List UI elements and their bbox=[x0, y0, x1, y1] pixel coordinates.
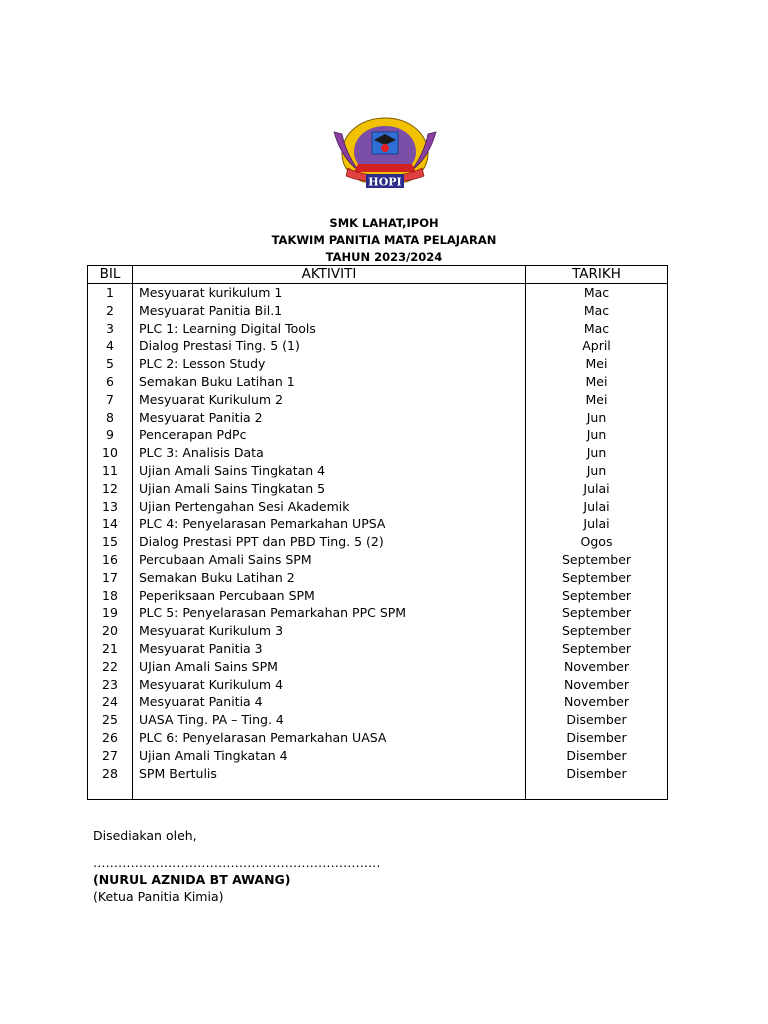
table-row bbox=[88, 515, 668, 533]
row-aktiviti: UASA Ting. PA – Ting. 4 bbox=[133, 711, 526, 729]
school-logo bbox=[328, 112, 442, 190]
table-row bbox=[88, 604, 668, 622]
row-aktiviti: Mesyuarat Panitia 3 bbox=[133, 640, 526, 658]
row-tarikh: September bbox=[526, 640, 668, 658]
table-row bbox=[88, 302, 668, 320]
row-tarikh: Jun bbox=[526, 462, 668, 480]
row-bil: 12 bbox=[88, 480, 133, 498]
prepared-by-label: Disediakan oleh, bbox=[93, 828, 197, 843]
row-bil: 6 bbox=[88, 373, 133, 391]
row-bil: 17 bbox=[88, 569, 133, 587]
row-tarikh: Mac bbox=[526, 302, 668, 320]
document-title: TAKWIM PANITIA MATA PELAJARAN bbox=[271, 233, 497, 247]
row-tarikh: September bbox=[526, 569, 668, 587]
row-tarikh: September bbox=[526, 587, 668, 605]
row-tarikh: Disember bbox=[526, 729, 668, 747]
row-bil: 28 bbox=[88, 765, 133, 783]
logo-text: HOPI bbox=[368, 175, 402, 189]
row-aktiviti: Mesyuarat Panitia Bil.1 bbox=[133, 302, 526, 320]
row-bil: 9 bbox=[88, 426, 133, 444]
table-row bbox=[88, 355, 668, 373]
row-tarikh: Jun bbox=[526, 426, 668, 444]
row-bil: 11 bbox=[88, 462, 133, 480]
row-tarikh: September bbox=[526, 622, 668, 640]
row-tarikh: Mei bbox=[526, 355, 668, 373]
row-aktiviti: Ujian Amali Tingkatan 4 bbox=[133, 747, 526, 765]
table-row bbox=[88, 284, 668, 302]
row-bil: 19 bbox=[88, 604, 133, 622]
table-row bbox=[88, 658, 668, 676]
row-tarikh: Disember bbox=[526, 747, 668, 765]
row-aktiviti: Mesyuarat kurikulum 1 bbox=[133, 284, 526, 302]
row-aktiviti: Semakan Buku Latihan 1 bbox=[133, 373, 526, 391]
table-row bbox=[88, 426, 668, 444]
row-bil: 8 bbox=[88, 409, 133, 427]
row-aktiviti: Ujian Amali Sains Tingkatan 5 bbox=[133, 480, 526, 498]
row-aktiviti: Ujian Pertengahan Sesi Akademik bbox=[133, 498, 526, 516]
row-tarikh: Mei bbox=[526, 391, 668, 409]
row-tarikh: November bbox=[526, 658, 668, 676]
row-tarikh: September bbox=[526, 551, 668, 569]
blank-cell bbox=[88, 782, 133, 800]
row-bil: 23 bbox=[88, 676, 133, 694]
table-row bbox=[88, 391, 668, 409]
row-bil: 10 bbox=[88, 444, 133, 462]
row-bil: 22 bbox=[88, 658, 133, 676]
row-aktiviti: UJian Amali Sains SPM bbox=[133, 658, 526, 676]
table-row bbox=[88, 320, 668, 338]
table-row bbox=[88, 480, 668, 498]
row-bil: 4 bbox=[88, 337, 133, 355]
table-row bbox=[88, 462, 668, 480]
signatory-name: (NURUL AZNIDA BT AWANG) bbox=[93, 872, 291, 887]
row-tarikh: November bbox=[526, 693, 668, 711]
row-bil: 7 bbox=[88, 391, 133, 409]
table-row bbox=[88, 747, 668, 765]
school-name: SMK LAHAT,IPOH bbox=[329, 216, 439, 230]
table-row bbox=[88, 711, 668, 729]
row-aktiviti: Dialog Prestasi PPT dan PBD Ting. 5 (2) bbox=[133, 533, 526, 551]
row-bil: 1 bbox=[88, 284, 133, 302]
row-bil: 15 bbox=[88, 533, 133, 551]
document-year: TAHUN 2023/2024 bbox=[325, 250, 443, 264]
column-header-tarikh: TARIKH bbox=[526, 266, 668, 284]
table-row bbox=[88, 498, 668, 516]
table-row bbox=[88, 337, 668, 355]
row-bil: 24 bbox=[88, 693, 133, 711]
row-aktiviti: Peperiksaan Percubaan SPM bbox=[133, 587, 526, 605]
row-tarikh: Mei bbox=[526, 373, 668, 391]
column-header-bil: BIL bbox=[88, 266, 133, 284]
column-header-aktiviti: AKTIVITI bbox=[133, 266, 526, 284]
row-tarikh: Mac bbox=[526, 284, 668, 302]
blank-cell bbox=[526, 782, 668, 800]
table-row bbox=[88, 533, 668, 551]
row-bil: 26 bbox=[88, 729, 133, 747]
row-tarikh: November bbox=[526, 676, 668, 694]
row-aktiviti: Mesyuarat Kurikulum 2 bbox=[133, 391, 526, 409]
row-aktiviti: Mesyuarat Panitia 4 bbox=[133, 693, 526, 711]
row-bil: 13 bbox=[88, 498, 133, 516]
table-row bbox=[88, 587, 668, 605]
table-row bbox=[88, 640, 668, 658]
row-aktiviti: Mesyuarat Panitia 2 bbox=[133, 409, 526, 427]
row-tarikh: Disember bbox=[526, 711, 668, 729]
row-tarikh: Julai bbox=[526, 515, 668, 533]
row-aktiviti: PLC 1: Learning Digital Tools bbox=[133, 320, 526, 338]
row-bil: 20 bbox=[88, 622, 133, 640]
row-aktiviti: Dialog Prestasi Ting. 5 (1) bbox=[133, 337, 526, 355]
row-bil: 3 bbox=[88, 320, 133, 338]
table-blank-row bbox=[88, 782, 668, 800]
table-row bbox=[88, 676, 668, 694]
row-aktiviti: PLC 4: Penyelarasan Pemarkahan UPSA bbox=[133, 515, 526, 533]
row-aktiviti: PLC 2: Lesson Study bbox=[133, 355, 526, 373]
row-bil: 5 bbox=[88, 355, 133, 373]
row-tarikh: Julai bbox=[526, 498, 668, 516]
row-bil: 16 bbox=[88, 551, 133, 569]
table-row bbox=[88, 444, 668, 462]
row-tarikh: Jun bbox=[526, 409, 668, 427]
table-row bbox=[88, 551, 668, 569]
table-row bbox=[88, 622, 668, 640]
activity-table bbox=[87, 265, 668, 800]
row-bil: 27 bbox=[88, 747, 133, 765]
row-tarikh: September bbox=[526, 604, 668, 622]
row-aktiviti: PLC 6: Penyelarasan Pemarkahan UASA bbox=[133, 729, 526, 747]
row-aktiviti: Percubaan Amali Sains SPM bbox=[133, 551, 526, 569]
row-tarikh: April bbox=[526, 337, 668, 355]
row-aktiviti: Pencerapan PdPc bbox=[133, 426, 526, 444]
row-bil: 21 bbox=[88, 640, 133, 658]
table-row bbox=[88, 409, 668, 427]
signature-line: …………………………………………………………… bbox=[93, 855, 381, 870]
table-row bbox=[88, 729, 668, 747]
row-bil: 14 bbox=[88, 515, 133, 533]
row-aktiviti: Mesyuarat Kurikulum 3 bbox=[133, 622, 526, 640]
row-aktiviti: Semakan Buku Latihan 2 bbox=[133, 569, 526, 587]
row-bil: 18 bbox=[88, 587, 133, 605]
row-tarikh: Mac bbox=[526, 320, 668, 338]
row-aktiviti: PLC 5: Penyelarasan Pemarkahan PPC SPM bbox=[133, 604, 526, 622]
table-row bbox=[88, 765, 668, 783]
row-tarikh: Jun bbox=[526, 444, 668, 462]
table-row bbox=[88, 693, 668, 711]
row-aktiviti: Mesyuarat Kurikulum 4 bbox=[133, 676, 526, 694]
row-tarikh: Ogos bbox=[526, 533, 668, 551]
row-aktiviti: PLC 3: Analisis Data bbox=[133, 444, 526, 462]
row-bil: 25 bbox=[88, 711, 133, 729]
row-aktiviti: SPM Bertulis bbox=[133, 765, 526, 783]
row-tarikh: Disember bbox=[526, 765, 668, 783]
table-row bbox=[88, 569, 668, 587]
row-aktiviti: Ujian Amali Sains Tingkatan 4 bbox=[133, 462, 526, 480]
row-bil: 2 bbox=[88, 302, 133, 320]
table-header-row bbox=[88, 266, 668, 284]
table-row bbox=[88, 373, 668, 391]
row-tarikh: Julai bbox=[526, 480, 668, 498]
signatory-position: (Ketua Panitia Kimia) bbox=[93, 889, 224, 904]
blank-cell bbox=[133, 782, 526, 800]
